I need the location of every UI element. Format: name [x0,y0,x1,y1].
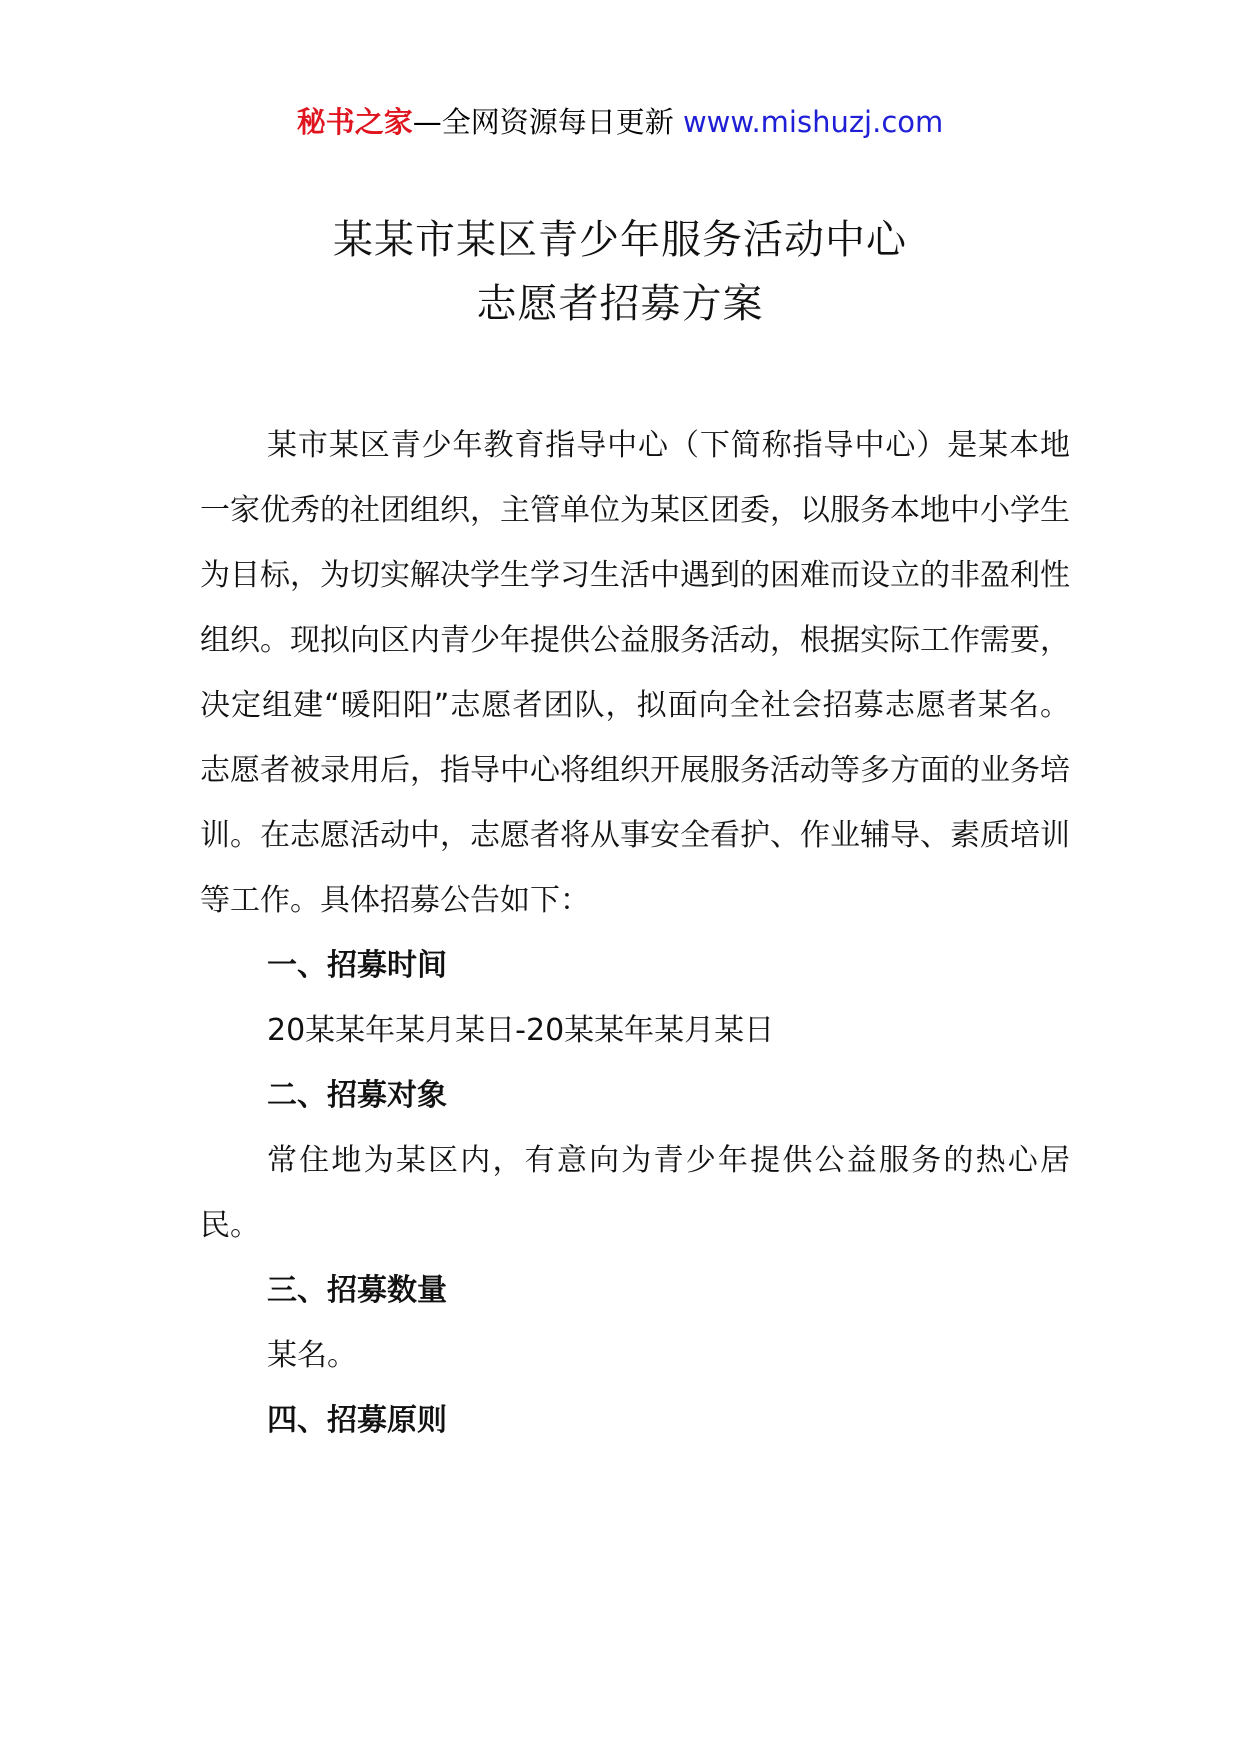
section-heading-time: 一、招募时间 [267,948,447,983]
intro-paragraph: 某市某区青少年教育指导中心（下简称指导中心）是某本地一家优秀的社团组织，主管单位为某区团委，以服务本地中小学生为目标，为切实解决学生学习生活中遇到的困难而设立的非盈利性组织。现拟向区内青少年提供公益服务活动，根据实际工作需要，决定组建“暖阳阳”志愿者团队，拟面向全社会招募志愿者某名。志愿者被录用后，指导中心将组织开展服务活动等多方面的业务培训。在志愿活动中，志愿者将从事安全看护、作业辅导、素质培训等工作。具体招募公告如下： [200,428,1070,918]
section-heading-principle: 四、招募原则 [267,1403,447,1438]
site-brand: 秘书之家 [296,105,413,139]
section-text-quantity: 某名。 [267,1338,357,1373]
section-heading-quantity: 三、招募数量 [267,1273,447,1308]
document-body [200,413,1070,1453]
section-heading-target: 二、招募对象 [267,1078,447,1113]
site-header [0,102,1240,142]
document-title-line-2: 志愿者招募方案 [476,281,764,327]
section-text-time: 20某某年某月某日-20某某年某月某日 [267,1013,775,1048]
site-tagline: —全网资源每日更新 [412,105,674,139]
section-text-target: 常住地为某区内，有意向为青少年提供公益服务的热心居民。 [200,1143,1070,1243]
document-title-line-1: 某某市某区青少年服务活动中心 [333,217,907,263]
site-url-link[interactable]: www.mishuzj.com [682,105,944,139]
